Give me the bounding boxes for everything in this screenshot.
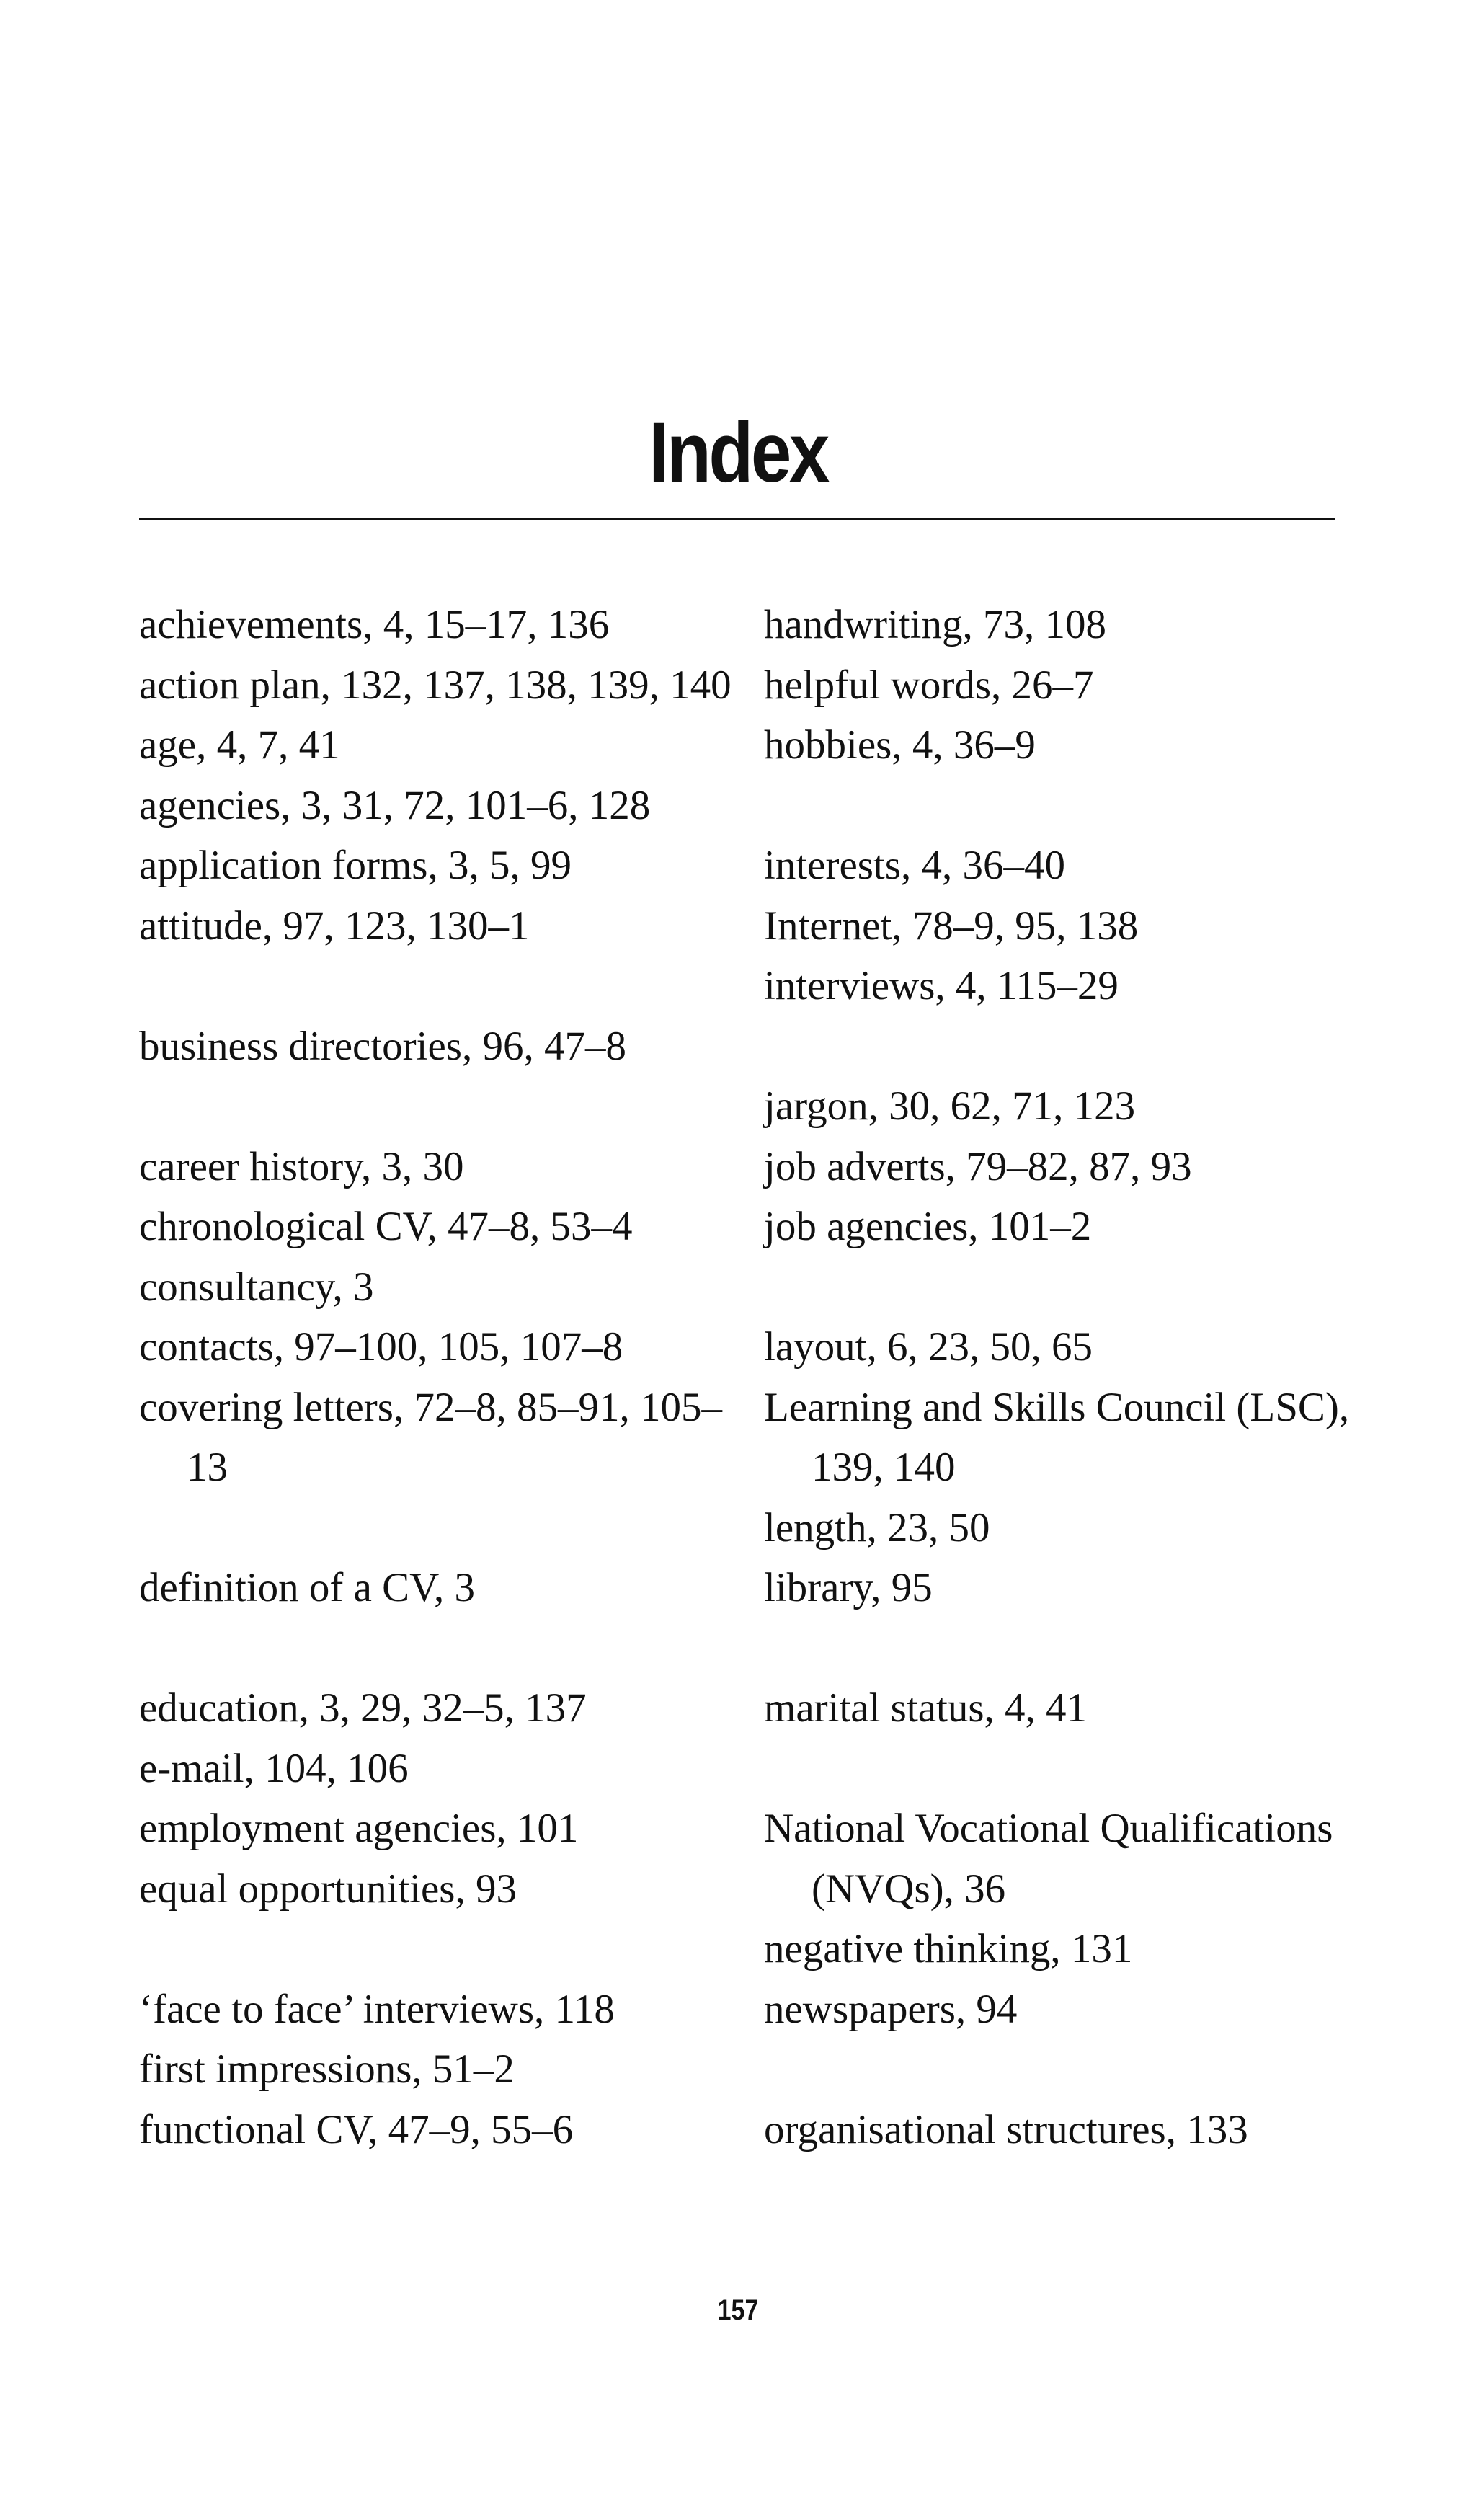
index-group <box>139 595 752 956</box>
index-entry: Internet, 78–9, 95, 138 <box>764 902 1139 949</box>
index-entry: career history, 3, 30 <box>139 1143 464 1189</box>
index-group <box>764 2100 1384 2160</box>
index-entry: helpful words, 26–7 <box>764 662 1094 708</box>
index-entry: job agencies, 101–2 <box>764 1204 1092 1249</box>
index-column-right <box>764 595 1384 2160</box>
index-group <box>139 1678 752 1919</box>
index-entry: negative thinking, 131 <box>764 1926 1133 1971</box>
index-entry: employment agencies, 101 <box>139 1806 579 1851</box>
index-entry: length, 23, 50 <box>764 1504 990 1550</box>
index-entry: library, 95 <box>764 1565 933 1610</box>
index-entry: attitude, 97, 123, 130–1 <box>139 902 530 949</box>
index-group <box>139 1016 752 1077</box>
index-entry: interviews, 4, 115–29 <box>764 963 1119 1008</box>
index-entry: National Vocational Qualifications (NVQs), 36 <box>764 1806 1333 1912</box>
index-entry: organisational structures, 133 <box>764 2106 1248 2152</box>
index-entry: first impressions, 51–2 <box>139 2046 515 2092</box>
index-entry: ‘face to face’ interviews, 118 <box>139 1986 615 2032</box>
index-entry: definition of a CV, 3 <box>139 1565 475 1610</box>
title-divider <box>139 518 1335 520</box>
index-entry: functional CV, 47–9, 55–6 <box>139 2106 574 2152</box>
index-entry: consultancy, 3 <box>139 1264 374 1310</box>
index-entry: covering letters, 72–8, 85–91, 105–13 <box>139 1384 722 1490</box>
index-entry: application forms, 3, 5, 99 <box>139 843 572 888</box>
index-group <box>764 1678 1384 1739</box>
index-entry: jargon, 30, 62, 71, 123 <box>764 1083 1136 1129</box>
index-entry: hobbies, 4, 36–9 <box>764 722 1036 768</box>
index-entry: e-mail, 104, 106 <box>139 1745 409 1791</box>
page-number: 157 <box>717 2294 759 2326</box>
index-entry: achievements, 4, 15–17, 136 <box>139 602 610 647</box>
index-entry: marital status, 4, 41 <box>764 1685 1088 1731</box>
index-group <box>764 595 1384 776</box>
index-column-left <box>139 595 752 2160</box>
index-entry: age, 4, 7, 41 <box>139 722 340 768</box>
index-group <box>764 1798 1384 2039</box>
index-entry: business directories, 96, 47–8 <box>139 1023 626 1069</box>
index-entry: agencies, 3, 31, 72, 101–6, 128 <box>139 782 651 828</box>
index-title: Index <box>649 405 827 500</box>
index-entry: layout, 6, 23, 50, 65 <box>764 1324 1093 1370</box>
index-entry: equal opportunities, 93 <box>139 1865 517 1912</box>
index-entry: chronological CV, 47–8, 53–4 <box>139 1204 633 1249</box>
index-entry: job adverts, 79–82, 87, 93 <box>764 1143 1192 1189</box>
index-entry: newspapers, 94 <box>764 1986 1018 2032</box>
index-group <box>764 1317 1384 1618</box>
index-entry: interests, 4, 36–40 <box>764 843 1065 888</box>
index-entry: handwriting, 73, 108 <box>764 602 1106 647</box>
index-entry: Learning and Skills Council (LSC), 139, 140 <box>764 1384 1350 1490</box>
index-group <box>139 1558 752 1618</box>
index-group <box>139 1979 752 2160</box>
index-entry: education, 3, 29, 32–5, 137 <box>139 1685 587 1731</box>
index-group <box>764 1076 1384 1257</box>
index-entry: contacts, 97–100, 105, 107–8 <box>139 1324 623 1370</box>
index-group <box>139 1137 752 1498</box>
index-group <box>764 835 1384 1016</box>
index-entry: action plan, 132, 137, 138, 139, 140 <box>139 662 732 708</box>
